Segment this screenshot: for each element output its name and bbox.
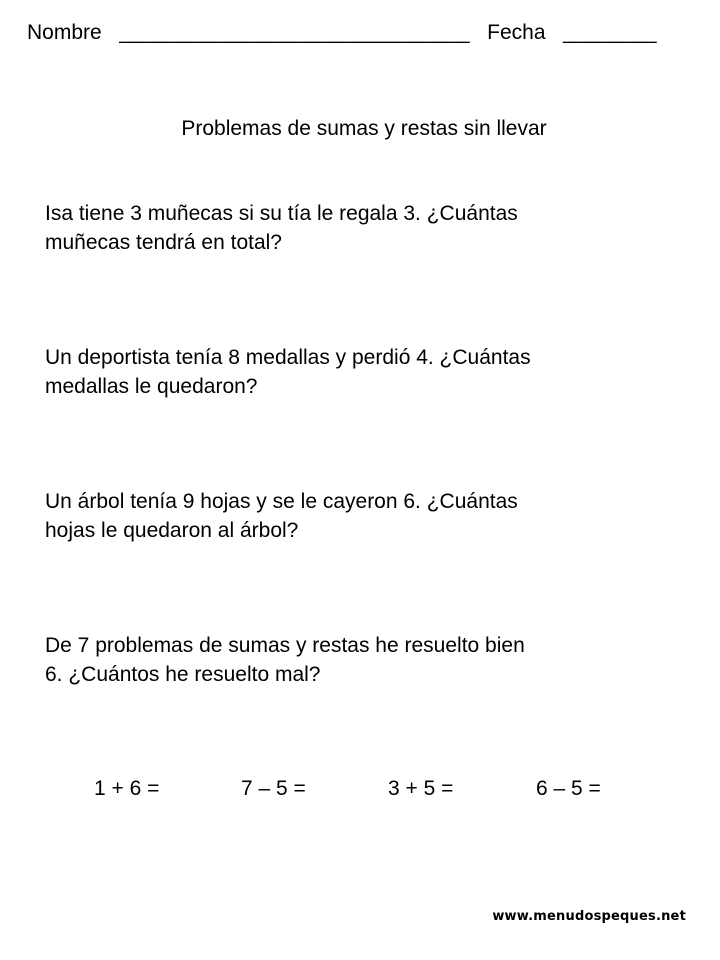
word-problem-3 — [45, 487, 675, 545]
problem-1-line-1: Isa tiene 3 muñecas si su tía le regala 3. ¿Cuántas — [45, 202, 518, 225]
problem-2-line-1: Un deportista tenía 8 medallas y perdió 4. ¿Cuántas — [45, 346, 531, 369]
operations-row — [0, 776, 720, 804]
problem-3-line-1: Un árbol tenía 9 hojas y se le cayeron 6. ¿Cuántas — [45, 490, 518, 513]
operation-2: 7 – 5 = — [241, 777, 306, 800]
date-label: Fecha — [487, 21, 546, 44]
word-problem-1 — [45, 199, 675, 257]
problem-4-line-1: De 7 problemas de sumas y restas he resuelto bien — [45, 634, 525, 657]
operation-3: 3 + 5 = — [388, 777, 454, 800]
operation-4: 6 – 5 = — [536, 777, 601, 800]
word-problem-2 — [45, 343, 675, 401]
header-line — [27, 20, 657, 46]
name-blank: ______________________________ — [119, 21, 470, 44]
problem-4-line-2: 6. ¿Cuántos he resuelto mal? — [45, 663, 321, 686]
problem-2-line-2: medallas le quedaron? — [45, 375, 258, 398]
website-footer: www.menudospeques.net — [492, 909, 686, 924]
problem-1-line-2: muñecas tendrá en total? — [45, 231, 282, 254]
word-problem-4 — [45, 631, 675, 689]
name-label: Nombre — [27, 21, 102, 44]
date-blank: ________ — [563, 21, 657, 44]
operation-1: 1 + 6 = — [94, 777, 160, 800]
worksheet-title: Problemas de sumas y restas sin llevar — [181, 117, 547, 140]
problem-3-line-2: hojas le quedaron al árbol? — [45, 519, 299, 542]
